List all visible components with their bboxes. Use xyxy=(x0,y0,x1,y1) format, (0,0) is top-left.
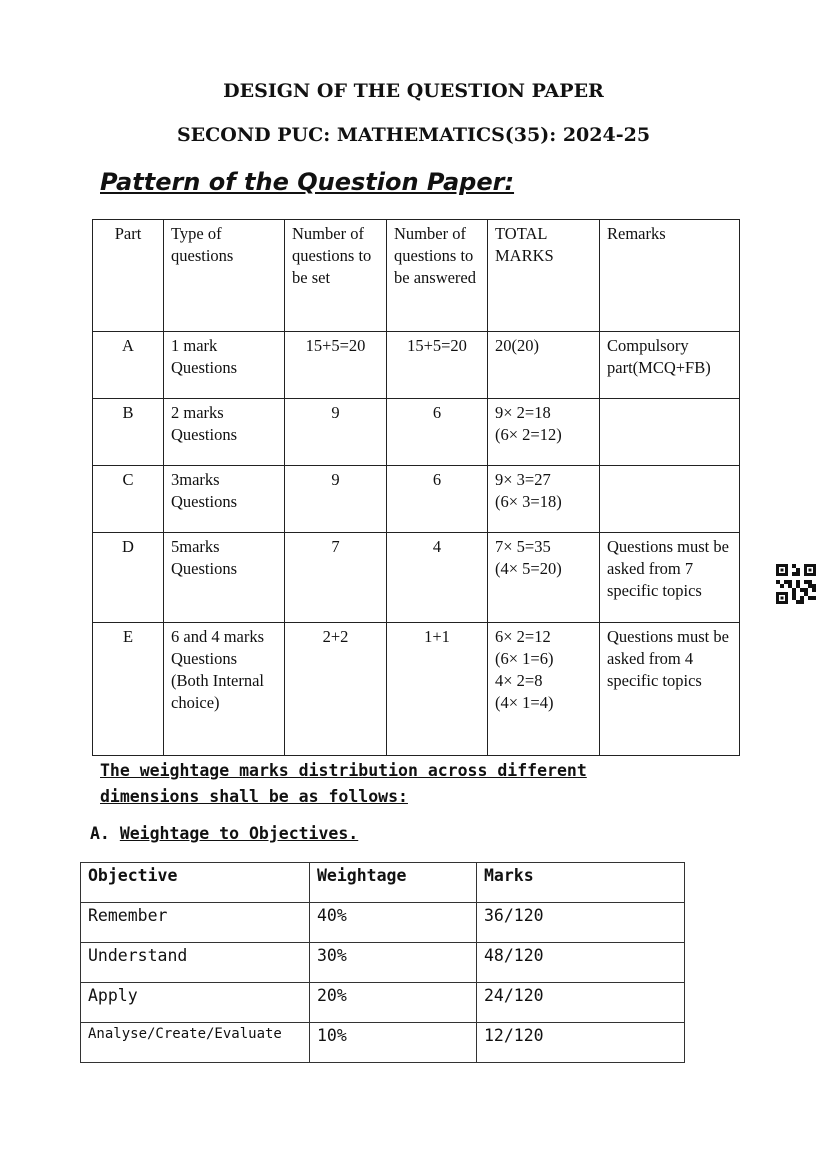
remarks-cell: Questions must be asked from 7 specific topics xyxy=(600,533,740,623)
section-heading xyxy=(90,824,358,843)
remarks-cell xyxy=(600,399,740,466)
set-cell: 2+2 xyxy=(285,623,387,756)
table-row xyxy=(93,623,740,756)
table-row xyxy=(93,332,740,399)
marks-cell xyxy=(488,623,600,756)
column-header: Part xyxy=(93,220,164,332)
objective-cell: Apply xyxy=(81,983,310,1023)
table-row xyxy=(81,1023,685,1063)
marks-cell xyxy=(488,533,600,623)
marks-line: 9× 2=18 xyxy=(495,403,551,422)
set-cell: 7 xyxy=(285,533,387,623)
remarks-cell: Questions must be asked from 4 specific topics xyxy=(600,623,740,756)
column-header: Number of questions to be set xyxy=(285,220,387,332)
objective-cell: Understand xyxy=(81,943,310,983)
column-header: TOTAL MARKS xyxy=(488,220,600,332)
marks-line: (4× 5=20) xyxy=(495,559,562,578)
answered-cell: 1+1 xyxy=(387,623,488,756)
part-cell: E xyxy=(93,623,164,756)
marks-cell xyxy=(488,332,600,399)
type-cell: 5marks Questions xyxy=(164,533,285,623)
column-header: Type of questions xyxy=(164,220,285,332)
marks-cell: 36/120 xyxy=(477,903,685,943)
pattern-table xyxy=(92,219,740,756)
answered-cell: 6 xyxy=(387,399,488,466)
type-cell: 2 marks Questions xyxy=(164,399,285,466)
weightage-heading: The weightage marks distribution across different dimensions shall be as follows: xyxy=(100,761,587,806)
answered-cell: 15+5=20 xyxy=(387,332,488,399)
part-cell: C xyxy=(93,466,164,533)
marks-line: 20(20) xyxy=(495,336,539,355)
table-row xyxy=(93,399,740,466)
set-cell: 15+5=20 xyxy=(285,332,387,399)
weightage-cell: 20% xyxy=(310,983,477,1023)
answered-cell: 4 xyxy=(387,533,488,623)
qr-code-icon xyxy=(776,564,816,604)
section-title: Weightage to Objectives. xyxy=(119,824,359,843)
answered-cell: 6 xyxy=(387,466,488,533)
objective-table xyxy=(80,862,685,1063)
set-cell: 9 xyxy=(285,466,387,533)
type-cell: 3marks Questions xyxy=(164,466,285,533)
section-prefix: A. xyxy=(90,824,110,843)
column-header: Number of questions to be answered xyxy=(387,220,488,332)
remarks-cell: Compulsory part(MCQ+FB) xyxy=(600,332,740,399)
part-cell: B xyxy=(93,399,164,466)
objective-header-row xyxy=(81,863,685,903)
table-row xyxy=(81,903,685,943)
weightage-cell: 30% xyxy=(310,943,477,983)
marks-line: 7× 5=35 xyxy=(495,537,551,556)
marks-line: 9× 3=27 xyxy=(495,470,551,489)
pattern-heading: Pattern of the Question Paper: xyxy=(100,168,515,196)
marks-line: (6× 1=6) xyxy=(495,649,554,668)
table-row xyxy=(93,466,740,533)
marks-cell: 12/120 xyxy=(477,1023,685,1063)
marks-line: 4× 2=8 xyxy=(495,671,543,690)
page-title: DESIGN OF THE QUESTION PAPER xyxy=(223,80,604,102)
marks-line: (6× 3=18) xyxy=(495,492,562,511)
type-cell: 1 mark Questions xyxy=(164,332,285,399)
set-cell: 9 xyxy=(285,399,387,466)
weightage-cell: 40% xyxy=(310,903,477,943)
marks-cell: 48/120 xyxy=(477,943,685,983)
marks-line: (6× 2=12) xyxy=(495,425,562,444)
weightage-cell: 10% xyxy=(310,1023,477,1063)
marks-cell: 24/120 xyxy=(477,983,685,1023)
column-header: Objective xyxy=(81,863,310,903)
column-header: Weightage xyxy=(310,863,477,903)
table-row xyxy=(81,983,685,1023)
marks-line: 6× 2=12 xyxy=(495,627,551,646)
remarks-cell xyxy=(600,466,740,533)
table-row xyxy=(81,943,685,983)
objective-cell: Remember xyxy=(81,903,310,943)
part-cell: D xyxy=(93,533,164,623)
part-cell: A xyxy=(93,332,164,399)
marks-line: (4× 1=4) xyxy=(495,693,554,712)
column-header: Remarks xyxy=(600,220,740,332)
marks-cell xyxy=(488,399,600,466)
table-row xyxy=(93,533,740,623)
marks-cell xyxy=(488,466,600,533)
objective-cell: Analyse/Create/Evaluate xyxy=(81,1023,310,1063)
pattern-header-row xyxy=(93,220,740,332)
page-subtitle: SECOND PUC: MATHEMATICS(35): 2024-25 xyxy=(176,124,651,146)
column-header: Marks xyxy=(477,863,685,903)
type-cell: 6 and 4 marks Questions (Both Internal choice) xyxy=(164,623,285,756)
